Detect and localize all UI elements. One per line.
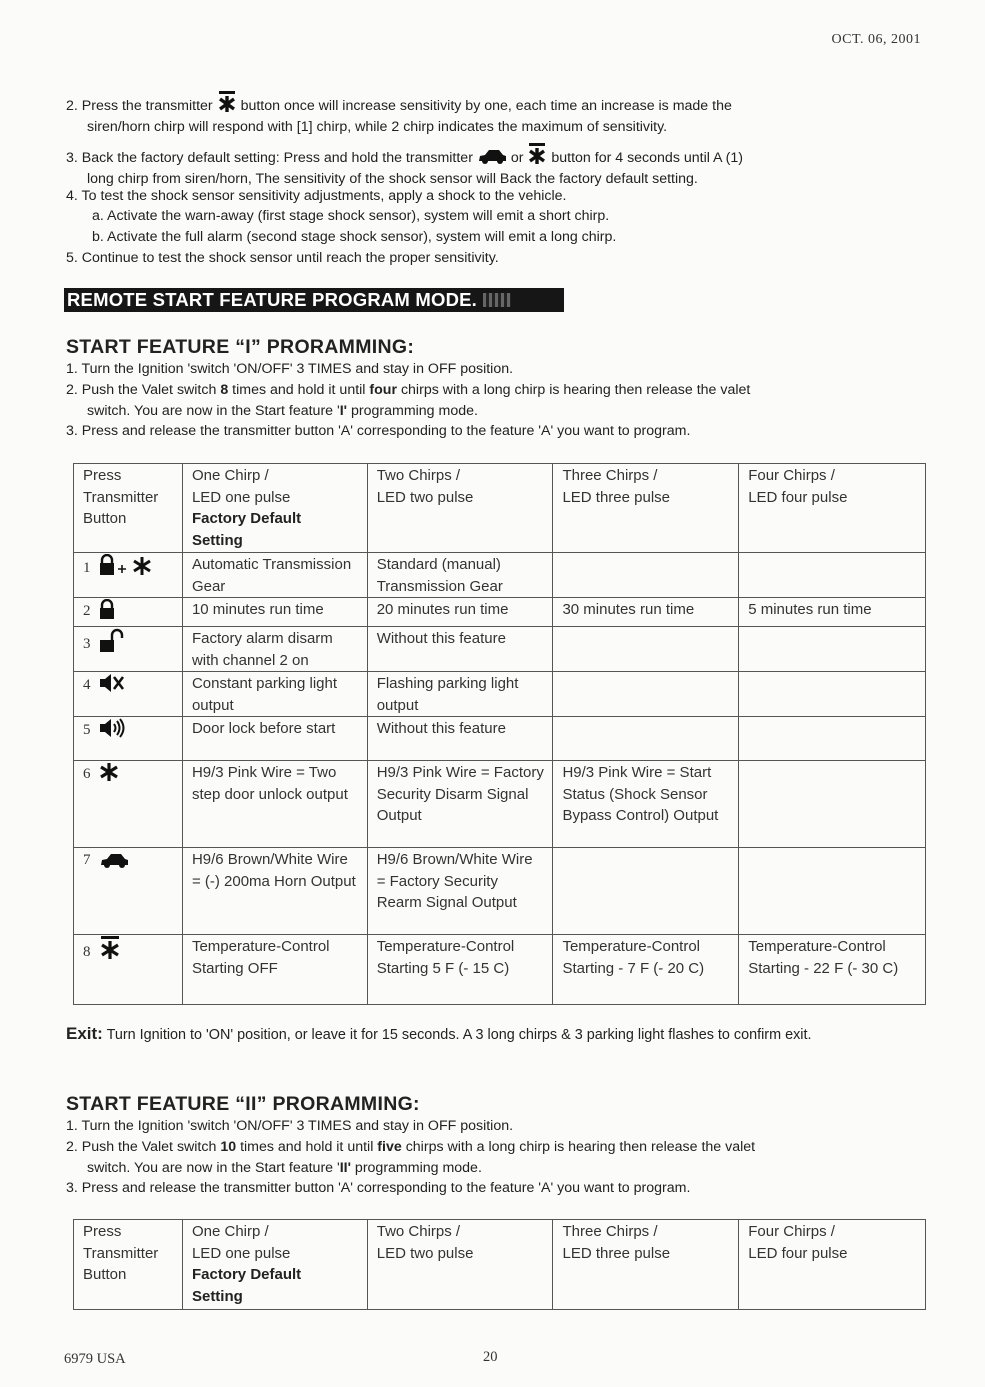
button-cell: 5	[74, 717, 183, 761]
table-header-row	[74, 1220, 926, 1310]
table-row: 2 10 minutes run time 20 minutes run time 30 minutes run time 5 minutes run time	[74, 598, 926, 627]
feature-2-heading: START FEATURE “II” PRORAMMING:	[66, 1093, 420, 1115]
button-cell: 8	[74, 935, 183, 1005]
feature-1-heading: START FEATURE “I” PRORAMMING:	[66, 336, 415, 358]
step-2: 2. Press the transmitter button once will increase sensitivity by one, each time an increase is made the siren/horn chirp will respond with [1] chirp, while 2 chirp indicates the maximum of sensitivity.	[66, 91, 926, 138]
step-4: 4. To test the shock sensor sensitivity adjustments, apply a shock to the vehicle.	[66, 188, 567, 204]
lock-icon	[99, 599, 115, 626]
step-4a: a. Activate the warn-away (first stage shock sensor), system will emit a short chirp.	[92, 208, 610, 224]
feature-1-step-3: 3. Press and release the transmitter button 'A' corresponding to the feature 'A' you want to program.	[66, 423, 691, 439]
speaker-mute-icon	[99, 673, 125, 700]
asterisk-icon	[99, 762, 119, 789]
step-5: 5. Continue to test the shock sensor until reach the proper sensitivity.	[66, 250, 499, 266]
table-row: 3 Factory alarm disarm with channel 2 on Without this feature	[74, 627, 926, 672]
button-cell: 3	[74, 627, 183, 672]
header-one-chirp: One Chirp / LED one pulse Factory Default Setting	[182, 1220, 367, 1310]
asterisk-bar-icon	[99, 936, 121, 967]
unlock-icon	[99, 628, 125, 659]
car-icon	[99, 852, 129, 875]
button-cell: 2	[74, 598, 183, 627]
table-row: 5 Door lock before start Without this feature	[74, 717, 926, 761]
feature-1-table	[73, 463, 926, 1005]
feature-2-table	[73, 1219, 926, 1310]
button-cell: 4	[74, 672, 183, 717]
table-row: 7 H9/6 Brown/White Wire = (-) 200ma Horn Output H9/6 Brown/White Wire = Factory Security Rearm Signal Output	[74, 848, 926, 935]
header-press-button: Press Transmitter Button	[74, 1220, 183, 1310]
feature-1-step-2: 2. Push the Valet switch 8 times and hold it until four chirps with a long chirp is hearing then release the valet switch. You are now in the Start feature 'I' programming mode.	[66, 382, 751, 419]
header-three-chirps: Three Chirps / LED three pulse	[553, 464, 739, 553]
table-row: 6 H9/3 Pink Wire = Two step door unlock output H9/3 Pink Wire = Factory Security Disarm Signal Output H9/3 Pink Wire = Start Status (Shock Sensor Bypass Control) Output	[74, 761, 926, 848]
table-row: 1 Automatic Transmission Gear Standard (manual) Transmission Gear	[74, 553, 926, 598]
section-banner: REMOTE START FEATURE PROGRAM MODE.	[64, 288, 564, 312]
step-4b: b. Activate the full alarm (second stage shock sensor), system will emit a long chirp.	[92, 229, 617, 245]
header-two-chirps: Two Chirps / LED two pulse	[367, 1220, 553, 1310]
feature-2-step-2: 2. Push the Valet switch 10 times and hold it until five chirps with a long chirp is hearing then release the valet switch. You are now in the Start feature 'II' programming mode.	[66, 1139, 756, 1176]
header-one-chirp: One Chirp / LED one pulse Factory Default Setting	[182, 464, 367, 553]
table-header-row	[74, 464, 926, 553]
table-row: 4 Constant parking light output Flashing parking light output	[74, 672, 926, 717]
step-3: 3. Back the factory default setting: Press and hold the transmitter or button for 4 seconds until A (1) long chirp from siren/horn, The sensitivity of the shock sensor will Back the factory default setting.	[66, 143, 936, 190]
header-four-chirps: Four Chirps / LED four pulse	[739, 1220, 926, 1310]
footer-model: 6979 USA	[64, 1351, 126, 1367]
feature-2-step-3: 3. Press and release the transmitter button 'A' corresponding to the feature 'A' you want to program.	[66, 1180, 691, 1196]
lock-plus-asterisk-icon	[99, 554, 155, 583]
asterisk-bar-icon	[217, 91, 237, 113]
button-cell: 7	[74, 848, 183, 935]
header-two-chirps: Two Chirps / LED two pulse	[367, 464, 553, 553]
feature-1-step-1: 1. Turn the Ignition 'switch 'ON/OFF' 3 TIMES and stay in OFF position.	[66, 361, 514, 377]
header-three-chirps: Three Chirps / LED three pulse	[553, 1220, 739, 1310]
banner-decoration	[483, 293, 511, 307]
button-cell: 1	[74, 553, 183, 598]
page-number: 20	[483, 1349, 498, 1365]
exit-note: Exit: Turn Ignition to 'ON' position, or leave it for 15 seconds. A 3 long chirps & 3 parking light flashes to confirm exit.	[66, 1024, 812, 1043]
table-row: 8 Temperature-Control Starting OFF Temperature-Control Starting 5 F (- 15 C) Temperature-Control Starting - 7 F (- 20 C) Temperature-Control Starting - 22 F (- 30 C)	[74, 935, 926, 1005]
feature-2-step-1: 1. Turn the Ignition 'switch 'ON/OFF' 3 TIMES and stay in OFF position.	[66, 1118, 514, 1134]
header-press-button: Press Transmitter Button	[74, 464, 183, 553]
document-date: OCT. 06, 2001	[831, 32, 921, 47]
car-icon	[477, 148, 507, 162]
speaker-sound-icon	[99, 718, 127, 745]
asterisk-bar-icon	[527, 143, 547, 165]
button-cell: 6	[74, 761, 183, 848]
header-four-chirps: Four Chirps / LED four pulse	[739, 464, 926, 553]
